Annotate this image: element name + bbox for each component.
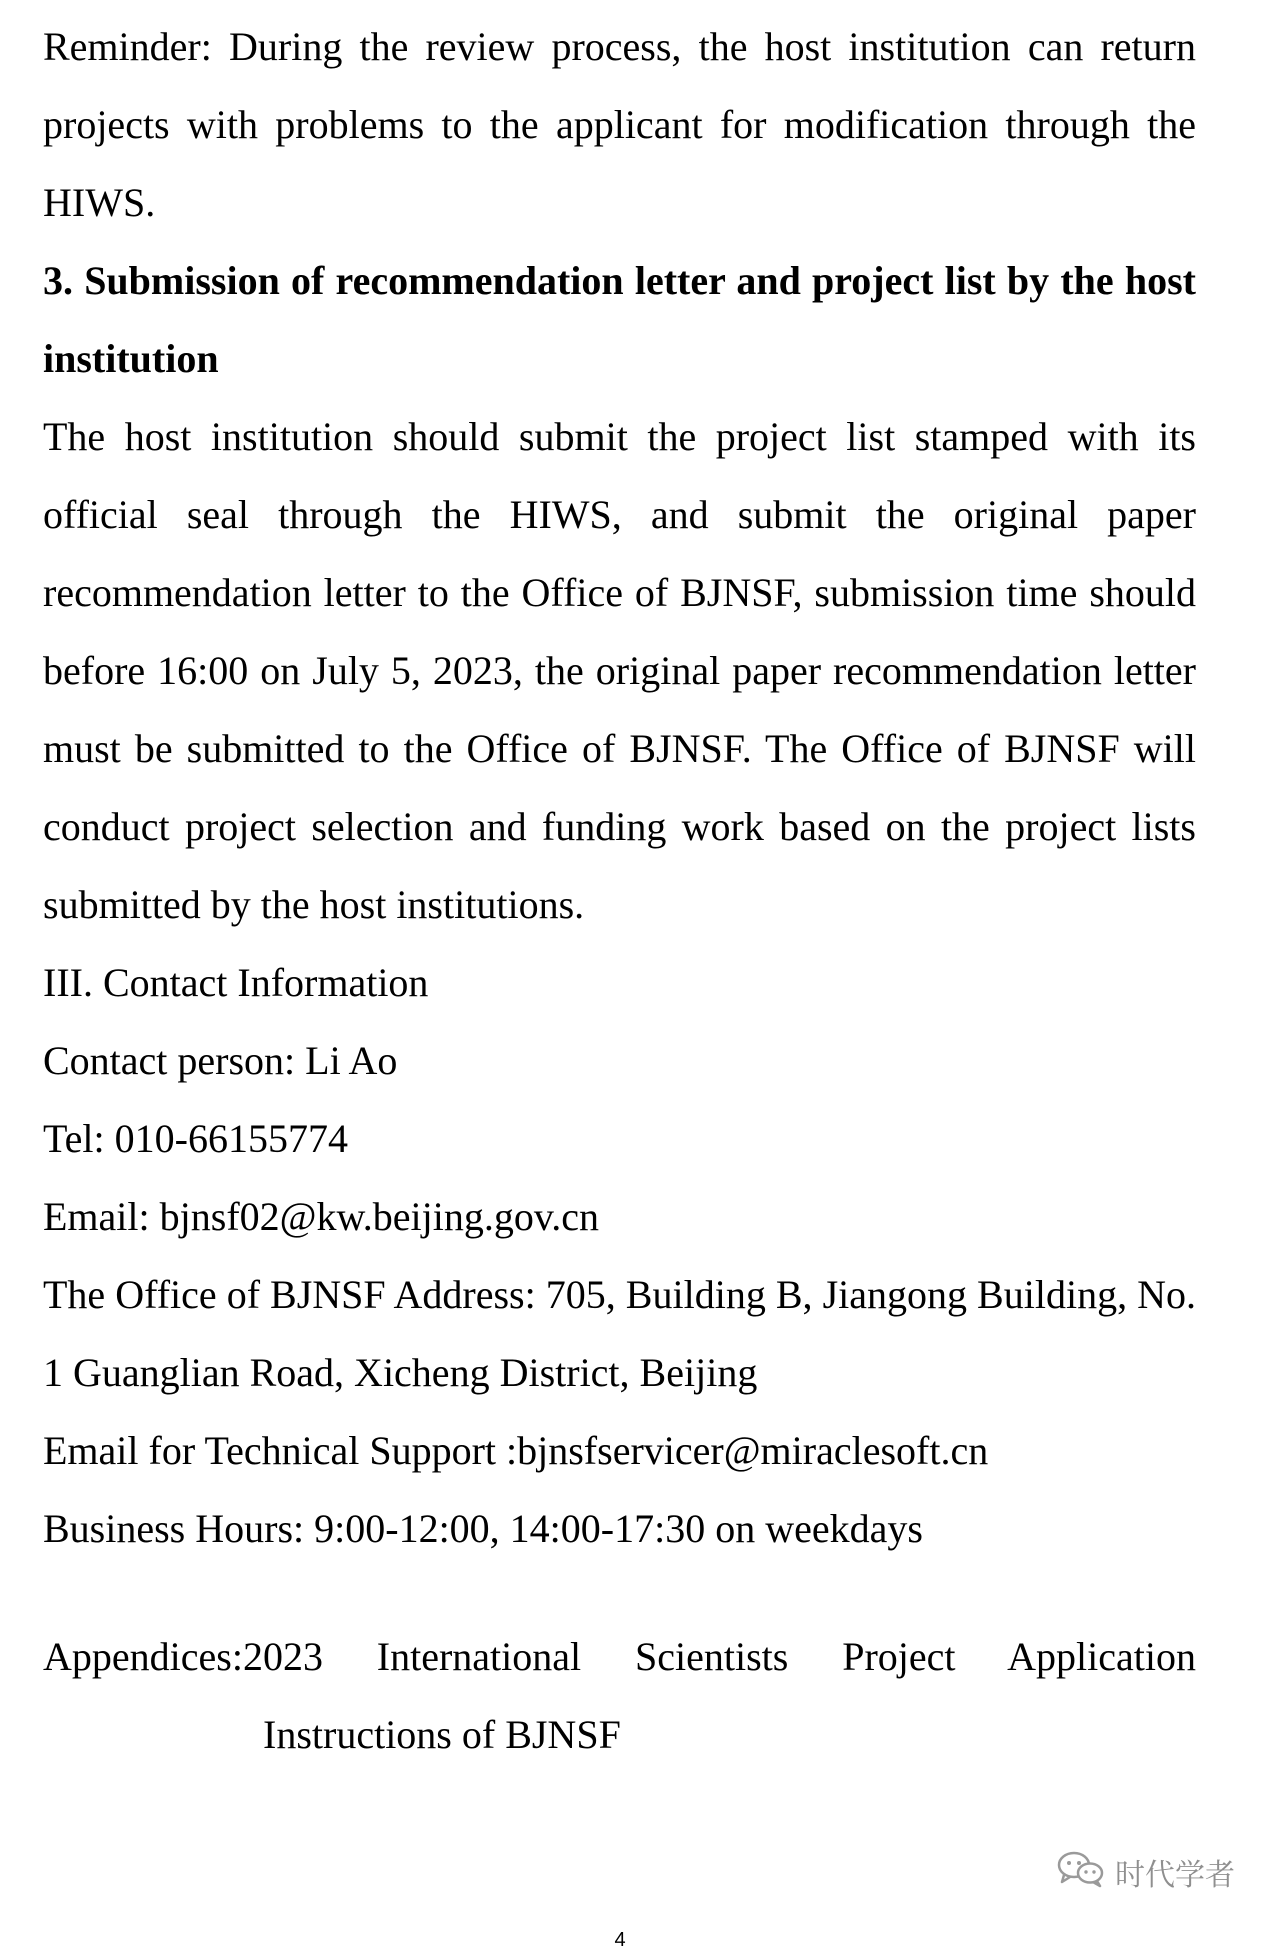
- section-3-paragraph: The host institution should submit the project list stamped with its official seal through the HIWS, and submit the original paper recommendation letter to the Office of BJNSF, submission time should before 16:00 on July 5, 2023, the original paper recommendation letter must be submitted to the Office of BJNSF. The Office of BJNSF will conduct project selection and funding work based on the project lists submitted by the host institutions.: [43, 414, 1196, 927]
- contact-heading: III. Contact Information: [43, 960, 429, 1005]
- appendix-continuation: Instructions of BJNSF: [263, 1712, 621, 1757]
- contact-email: Email: bjnsf02@kw.beijing.gov.cn: [43, 1194, 600, 1239]
- document-body: [43, 8, 1196, 1774]
- watermark: [1055, 1848, 1235, 1896]
- office-address: The Office of BJNSF Address: 705, Building B, Jiangong Building, No. 1 Guanglian Road, Xicheng District, Beijing: [43, 1272, 1196, 1395]
- business-hours: Business Hours: 9:00-12:00, 14:00-17:30 on weekdays: [43, 1506, 923, 1551]
- spacer: [43, 1568, 1196, 1618]
- appendix-line: Appendices:2023 International Scientists Project Application: [43, 1634, 1196, 1679]
- watermark-text: 时代学者: [1115, 1858, 1235, 1893]
- page-number: 4: [614, 1929, 626, 1951]
- tech-support-email: Email for Technical Support :bjnsfservicer@miraclesoft.cn: [43, 1428, 989, 1473]
- contact-person: Contact person: Li Ao: [43, 1038, 398, 1083]
- wechat-icon: [1055, 1848, 1107, 1896]
- section-3-heading: 3. Submission of recommendation letter and project list by the host institution: [43, 258, 1196, 381]
- contact-tel: Tel: 010-66155774: [43, 1116, 348, 1161]
- reminder-paragraph: Reminder: During the review process, the host institution can return projects with problems to the applicant for modification through the HIWS.: [43, 24, 1196, 225]
